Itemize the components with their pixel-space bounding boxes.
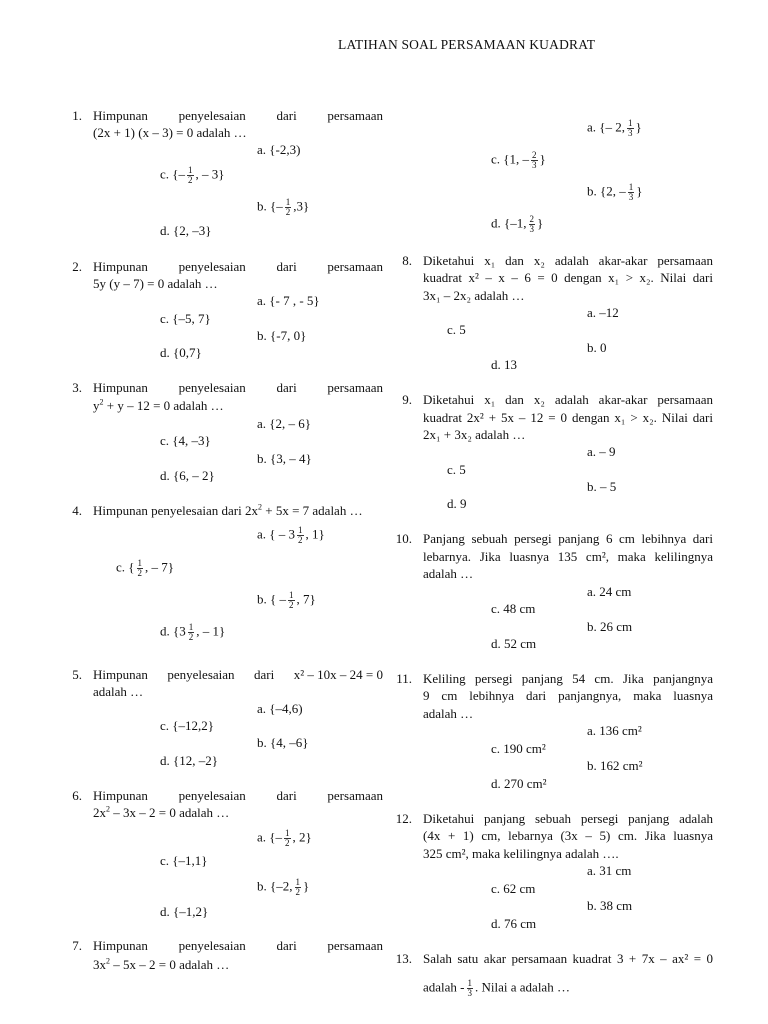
option-d[interactable]: d. 9 xyxy=(447,496,467,511)
option-d[interactable]: d. 270 cm² xyxy=(491,776,547,791)
option-a[interactable]: a. {- 7 , - 5} xyxy=(257,293,320,308)
question-text-line2: (2x + 1) (x – 3) = 0 adalah … xyxy=(93,125,247,140)
question-text-line1: Diketahui x₁ dan x₂ adalah akar-akar persamaan xyxy=(423,253,713,268)
option-c[interactable]: c. {– $\frac{1}{2}$ , – 3} xyxy=(160,165,225,185)
option-a[interactable]: a. {-2,3) xyxy=(257,142,301,157)
question-number: 8. xyxy=(402,253,412,268)
question-text-line2: 5y (y – 7) = 0 adalah … xyxy=(93,276,218,291)
option-a[interactable]: a. {–4,6) xyxy=(257,701,303,716)
question-text-line1: Himpunan penyelesaian dari $2x^2 + 5x = 7$ adalah … xyxy=(93,502,363,518)
question-text-line2: $2x^2 - 3x - 2 = 0$ adalah … xyxy=(93,804,230,820)
option-b[interactable]: b. {– $\frac{1}{2}$ ,3} xyxy=(257,197,310,217)
question-number: 2. xyxy=(72,259,82,274)
question-text-line1: Himpunan penyelesaian dari persamaan xyxy=(93,380,383,395)
question-text-line2: kuadrat 2x² + 5x – 12 = 0 dengan x₁ > x₂. Nilai dari xyxy=(423,410,713,425)
question-number: 13. xyxy=(395,951,412,966)
option-c[interactable]: c. { $\frac{1}{2}$ , – 7} xyxy=(116,558,175,578)
option-b[interactable]: b. 26 cm xyxy=(587,619,633,634)
option-a[interactable]: a. {2, – 6} xyxy=(257,416,311,431)
question-number: 10. xyxy=(395,531,412,546)
option-d[interactable]: d. {–1,2} xyxy=(160,904,209,919)
option-c[interactable]: c. 5 xyxy=(447,462,466,477)
question-text-line2: $y^2 + y - 12 = 0$ adalah … xyxy=(93,397,224,413)
question-text-line1: Himpunan penyelesaian dari x² – 10x – 24 = 0 xyxy=(93,667,383,682)
option-d[interactable]: d. {12, –2} xyxy=(160,753,218,768)
option-c[interactable]: c. {–12,2} xyxy=(160,718,214,733)
question-number: 11. xyxy=(396,671,412,686)
question-number: 5. xyxy=(72,667,82,682)
option-a[interactable]: a. { – 3 $\frac{1}{2}$ , 1} xyxy=(257,525,325,545)
question-number: 1. xyxy=(72,108,82,123)
option-b[interactable]: b. {2, – $\frac{1}{3}$ } xyxy=(587,182,643,202)
question-text-line2: kuadrat x² – x – 6 = 0 dengan x₁ > x₂. Nilai dari xyxy=(423,270,713,285)
option-d[interactable]: d. {0,7} xyxy=(160,345,202,360)
option-b[interactable]: b. {-7, 0} xyxy=(257,328,307,343)
option-c[interactable]: c. {1, – $\frac{2}{3}$ } xyxy=(491,150,546,170)
option-c[interactable]: c. {–5, 7} xyxy=(160,311,211,326)
question-number: 7. xyxy=(72,938,82,953)
question-text-line1: Diketahui panjang sebuah persegi panjang adalah xyxy=(423,811,713,826)
option-a[interactable]: a. –12 xyxy=(587,305,619,320)
question-text-line3: 3x₁ – 2x₂ adalah … xyxy=(423,288,525,303)
option-d[interactable]: d. {6, – 2} xyxy=(160,468,215,483)
option-d[interactable]: d. {3 $\frac{1}{2}$ , – 1} xyxy=(160,622,226,642)
question-text-line2: adalah … xyxy=(93,684,144,699)
option-d[interactable]: d. {–1, $\frac{2}{3}$ } xyxy=(491,214,544,234)
question-number: 9. xyxy=(402,392,412,407)
question-number: 6. xyxy=(72,788,82,803)
question-text-line3: 2x₁ + 3x₂ adalah … xyxy=(423,427,526,442)
question-text-line2: lebarnya. Jika luasnya 135 cm², maka kelilingnya xyxy=(423,549,713,564)
question-text-line2: adalah - $\frac{1}{3}$ . Nilai a adalah … xyxy=(423,978,570,998)
option-a[interactable]: a. – 9 xyxy=(587,444,616,459)
question-text-line1: Himpunan penyelesaian dari persamaan xyxy=(93,938,383,953)
option-b[interactable]: b. 162 cm² xyxy=(587,758,643,773)
question-text-line1: Panjang sebuah persegi panjang 6 cm lebihnya dari xyxy=(423,531,713,546)
option-b[interactable]: b. – 5 xyxy=(587,479,617,494)
option-d[interactable]: d. {2, –3} xyxy=(160,223,212,238)
question-text-line3: adalah … xyxy=(423,566,474,581)
option-a[interactable]: a. 31 cm xyxy=(587,863,632,878)
page-title: LATIHAN SOAL PERSAMAAN KUADRAT xyxy=(338,37,596,52)
option-c[interactable]: c. 190 cm² xyxy=(491,741,546,756)
option-b[interactable]: b. {–2, $\frac{1}{2}$ } xyxy=(257,877,310,897)
option-d[interactable]: d. 52 cm xyxy=(491,636,537,651)
option-c[interactable]: c. 48 cm xyxy=(491,601,536,616)
question-number: 12. xyxy=(395,811,412,826)
question-number: 3. xyxy=(72,380,82,395)
question-text-line1: Salah satu akar persamaan kuadrat 3 + 7x – ax² = 0 xyxy=(423,951,713,966)
option-c[interactable]: c. 62 cm xyxy=(491,881,536,896)
question-number: 4. xyxy=(72,503,82,518)
option-c[interactable]: c. {4, –3} xyxy=(160,433,211,448)
option-a[interactable]: a. 136 cm² xyxy=(587,723,642,738)
option-a[interactable]: a. {– 2, $\frac{1}{3}$ } xyxy=(587,118,642,138)
question-text-line2: (4x + 1) cm, lebarnya (3x – 5) cm. Jika luasnya xyxy=(423,828,713,843)
question-text-line3: 325 cm², maka kelilingnya adalah …. xyxy=(423,846,619,861)
question-text-line1: Himpunan penyelesaian dari persamaan xyxy=(93,259,383,274)
option-b[interactable]: b. { – $\frac{1}{2}$ , 7} xyxy=(257,590,316,610)
option-c[interactable]: c. 5 xyxy=(447,322,466,337)
option-d[interactable]: d. 13 xyxy=(491,357,517,372)
question-text-line1: Diketahui x₁ dan x₂ adalah akar-akar persamaan xyxy=(423,392,713,407)
option-b[interactable]: b. 38 cm xyxy=(587,898,633,913)
option-c[interactable]: c. {–1,1} xyxy=(160,853,208,868)
option-a[interactable]: a. {– $\frac{1}{2}$ , 2} xyxy=(257,828,312,848)
option-b[interactable]: b. {3, – 4} xyxy=(257,451,312,466)
question-text-line1: Himpunan penyelesaian dari persamaan xyxy=(93,788,383,803)
option-d[interactable]: d. 76 cm xyxy=(491,916,537,931)
question-text-line1: Keliling persegi panjang 54 cm. Jika panjangnya xyxy=(423,671,713,686)
question-text-line1: Himpunan penyelesaian dari persamaan xyxy=(93,108,383,123)
question-text-line3: adalah … xyxy=(423,706,474,721)
option-a[interactable]: a. 24 cm xyxy=(587,584,632,599)
question-text-line2: $3x^2 - 5x - 2 = 0$ adalah … xyxy=(93,956,230,972)
option-b[interactable]: b. 0 xyxy=(587,340,607,355)
question-text-line2: 9 cm lebihnya dari panjangnya, maka luasnya xyxy=(423,688,713,703)
option-b[interactable]: b. {4, –6} xyxy=(257,735,309,750)
